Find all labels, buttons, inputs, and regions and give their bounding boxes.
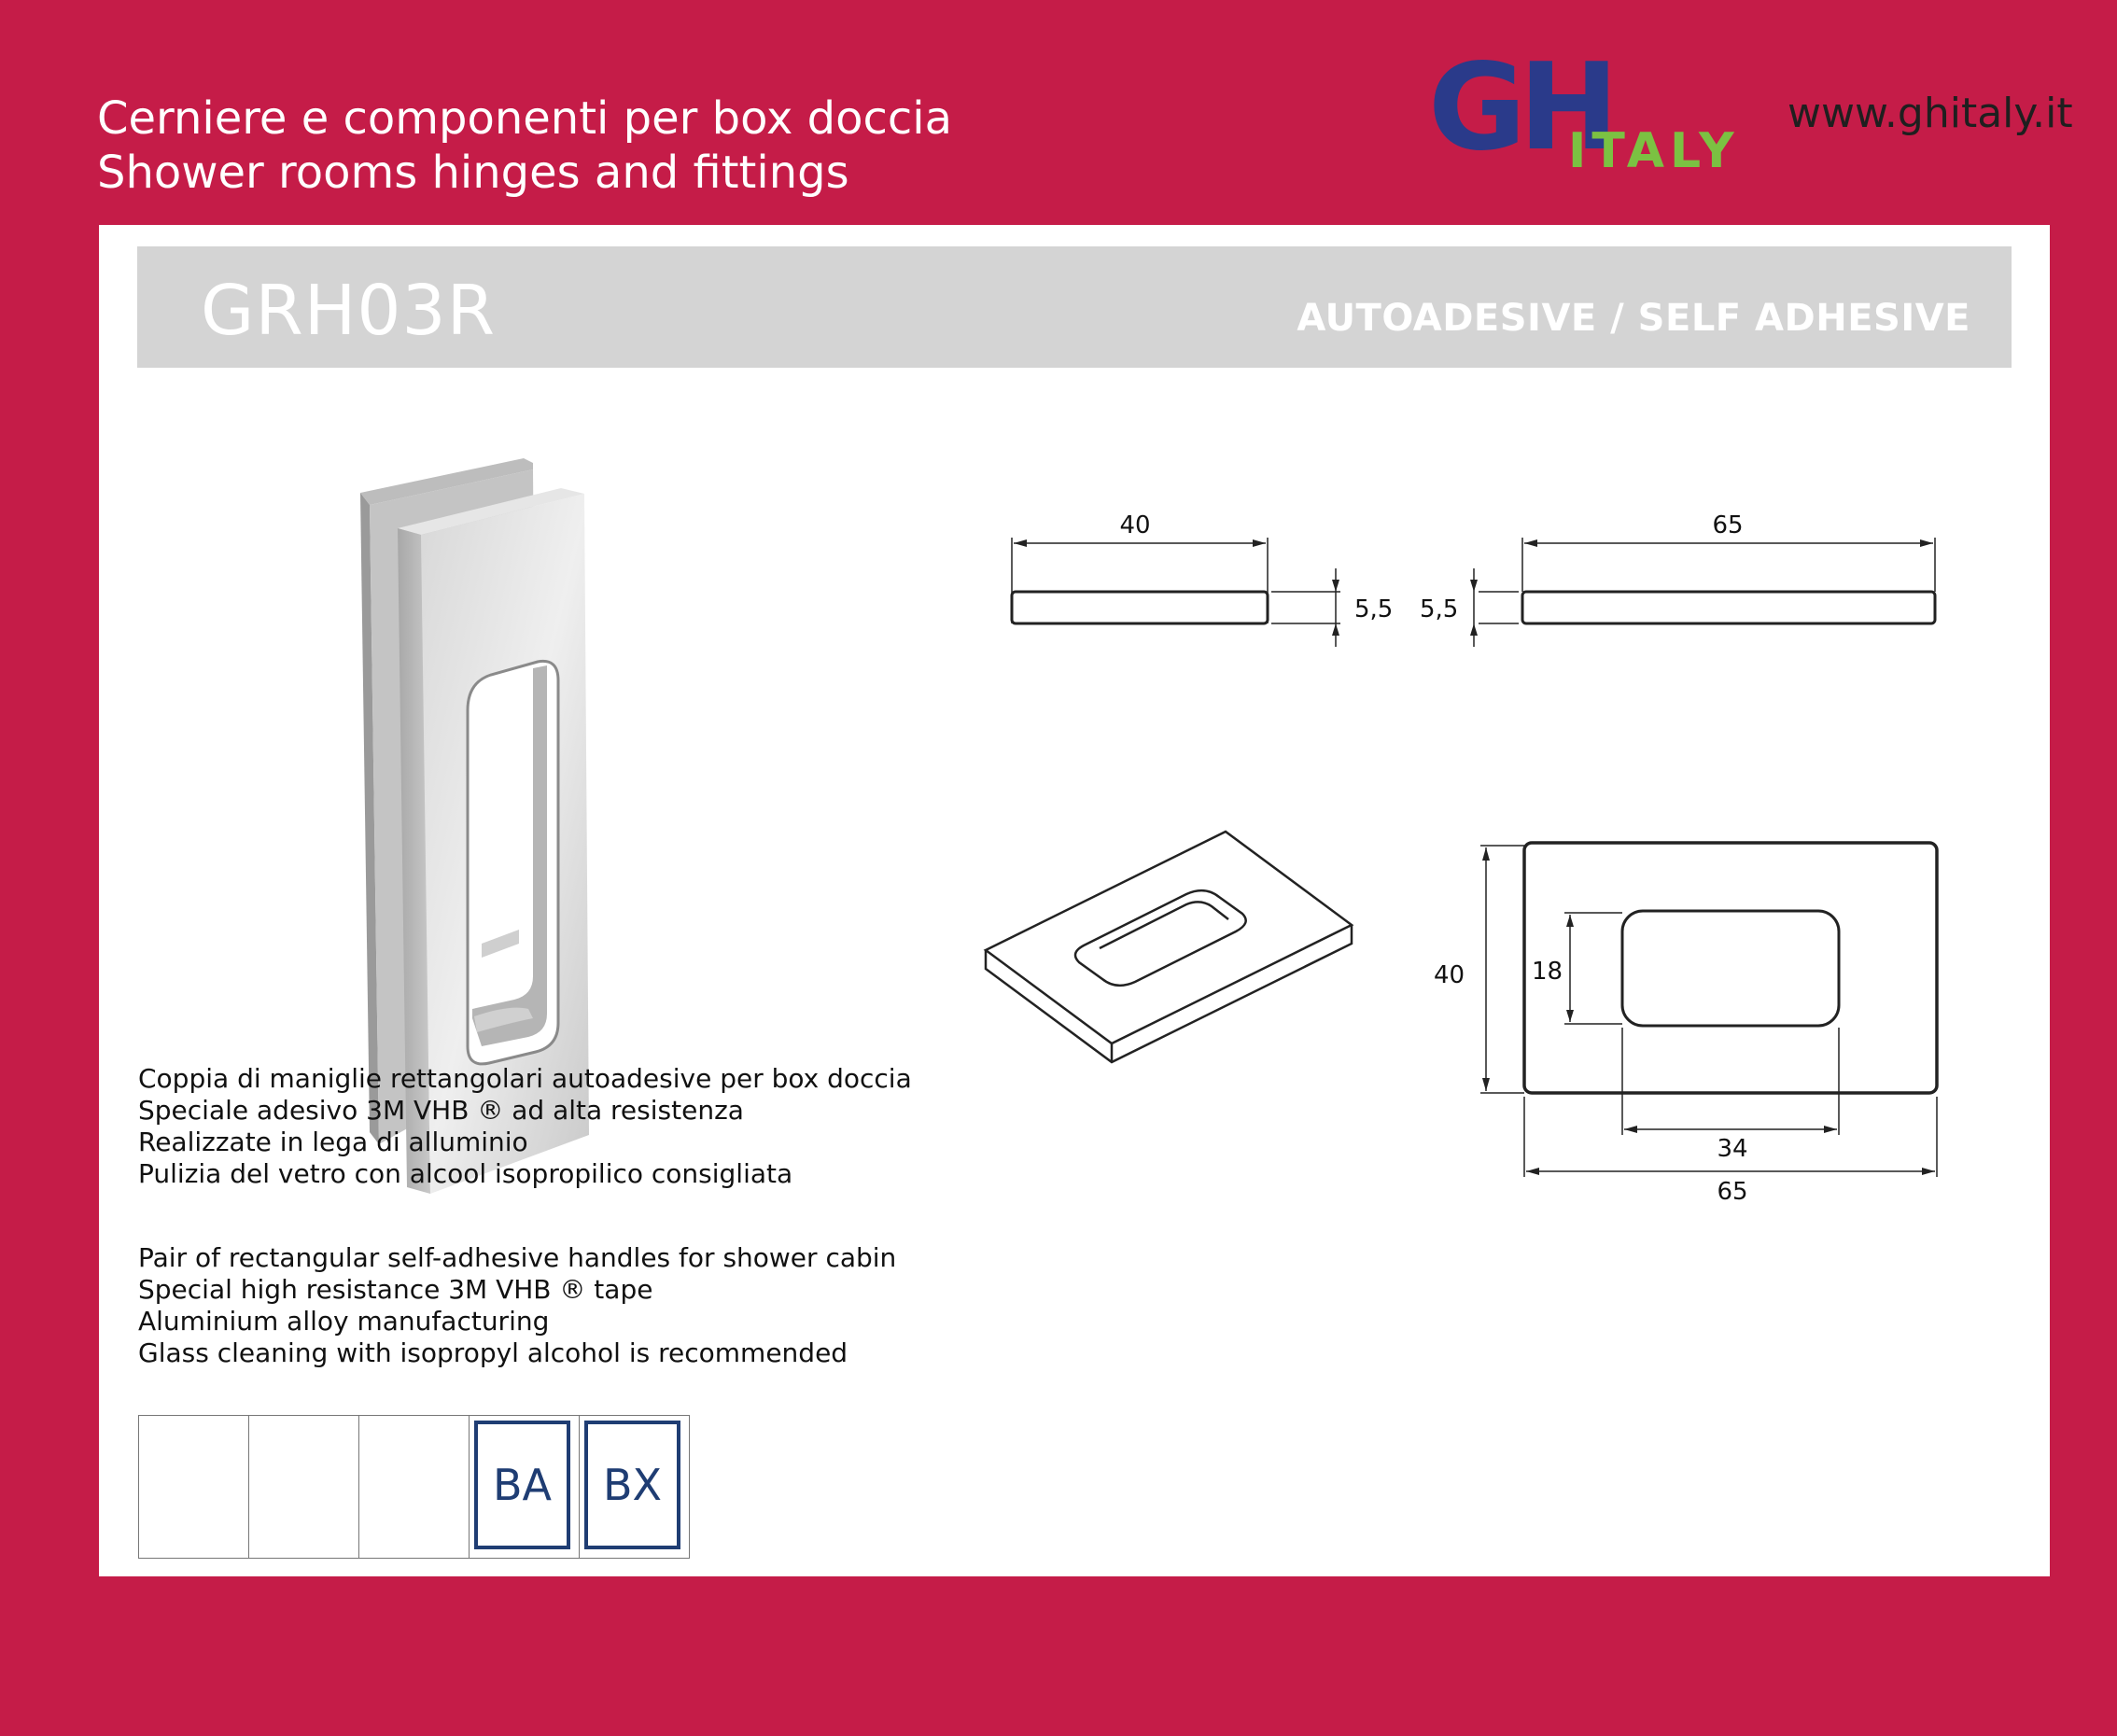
front-view-drawing	[1420, 511, 1935, 647]
side-view-drawing	[1012, 511, 1393, 647]
description-line: Coppia di maniglie rettangolari autoadesive per box doccia	[138, 1063, 912, 1094]
isometric-view-drawing	[986, 832, 1352, 1062]
finish-cell-empty	[139, 1416, 249, 1558]
finish-table	[138, 1415, 690, 1559]
catalog-title	[97, 91, 952, 200]
product-code: GRH03R	[201, 271, 496, 351]
finish-badge-bx: BX	[584, 1421, 680, 1549]
catalog-title-it: Cerniere e componenti per box doccia	[97, 92, 953, 145]
product-card	[99, 225, 2050, 1576]
finish-cell	[470, 1416, 580, 1558]
dim-slot-width: 34	[1717, 1135, 1748, 1163]
logo-sub-text: ITALY	[1568, 123, 1740, 177]
product-type-label: AUTOADESIVE / SELF ADHESIVE	[1297, 297, 1970, 340]
dim-front-width: 65	[1712, 511, 1744, 539]
website-link[interactable]: www.ghitaly.it	[1788, 90, 2073, 137]
dim-plan-height: 40	[1434, 961, 1465, 989]
description-line: Realizzate in lega di alluminio	[138, 1127, 528, 1157]
description-line: Special high resistance 3M VHB ® tape	[138, 1274, 653, 1305]
description-line: Speciale adesivo 3M VHB ® ad alta resistenza	[138, 1095, 744, 1126]
dim-front-thickness: 5,5	[1420, 595, 1459, 623]
finish-cell-empty	[359, 1416, 470, 1558]
technical-drawing	[99, 225, 2050, 1576]
finish-cell-empty	[249, 1416, 359, 1558]
description-line: Glass cleaning with isopropyl alcohol is recommended	[138, 1337, 848, 1368]
finish-cell	[580, 1416, 689, 1558]
logo-main-text: GH	[1428, 51, 1612, 177]
description-line: Pulizia del vetro con alcool isopropilico consigliata	[138, 1158, 793, 1189]
description-line: Pair of rectangular self-adhesive handles for shower cabin	[138, 1242, 897, 1273]
description-italian	[138, 1063, 912, 1190]
description-line: Aluminium alloy manufacturing	[138, 1306, 550, 1337]
dim-side-thickness: 5,5	[1354, 595, 1394, 623]
dim-slot-height: 18	[1532, 958, 1563, 986]
plan-view-drawing	[1434, 843, 1937, 1206]
gh-italy-logo	[1428, 51, 1769, 177]
finish-badge-ba: BA	[474, 1421, 570, 1549]
dim-plan-width: 65	[1717, 1178, 1748, 1206]
description-english	[138, 1242, 896, 1369]
catalog-title-en: Shower rooms hinges and fittings	[97, 147, 849, 199]
dim-side-width: 40	[1119, 511, 1151, 539]
